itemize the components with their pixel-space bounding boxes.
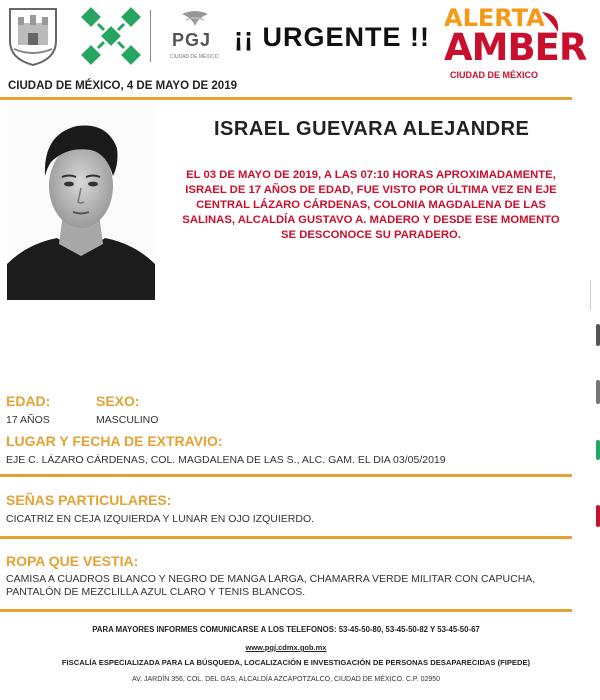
edge-fragment [596, 324, 600, 346]
urgent-heading: ¡¡ URGENTE !! [234, 22, 430, 52]
edge-fragment [596, 505, 600, 527]
disappearance-description: EL 03 DE MAYO DE 2019, A LAS 07:10 HORAS APROXIMADAMENTE, ISRAEL DE 17 AÑOS DE EDAD, FUE VISTO POR ÚLTIMA VEZ EN EJE CENTRAL LÁZARO CÁRDENAS, COLONIA MAGDALENA DE LAS SALINAS, ALCALDÍA GUSTAVO A. MADERO Y DESDE ESE MOMENTO SE DESCONOCE SU PARADERO. [182, 169, 560, 241]
sex-value: MASCULINO [96, 414, 159, 426]
office-address: AV. JARDÍN 356, COL. DEL GAS, ALCALDÍA AZCAPOTZALCO, CIUDAD DE MÉXICO. C.P. 02950 [131, 676, 441, 683]
place-label: LUGAR Y FECHA DE EXTRAVIO: [6, 433, 223, 449]
edge-fragment [596, 440, 600, 460]
age-label: EDAD: [6, 393, 51, 409]
sex-label: SEXO: [96, 393, 140, 409]
website-link[interactable]: www.pgj.cdmx.gob.mx [245, 643, 327, 652]
edge-fragment [596, 380, 600, 404]
amber-line-1: ALERTA [444, 4, 545, 32]
edge-fragment [590, 280, 600, 310]
amber-line-3: CIUDAD DE MÉXICO [450, 70, 539, 80]
cdmx-coat-of-arms-icon [6, 5, 60, 67]
missing-person-photo [7, 104, 155, 300]
clothes-label: ROPA QUE VESTIA: [6, 553, 139, 569]
date-line: CIUDAD DE MÉXICO, 4 DE MAYO DE 2019 [8, 80, 237, 92]
cdmx-logo-icon [80, 6, 142, 66]
person-name: ISRAEL GUEVARA ALEJANDRE [214, 118, 530, 140]
age-value: 17 AÑOS [6, 414, 50, 426]
header-rule [0, 97, 572, 100]
place-value: EJE C. LÁZARO CÁRDENAS, COL. MAGDALENA DE LAS S., ALC. GAM. EL DIA 03/05/2019 [6, 454, 446, 466]
contact-phones: PARA MAYORES INFORMES COMUNICARSE A LOS TELEFONOS: 53-45-50-80, 53-45-50-82 Y 53-45-50-67 [92, 625, 480, 634]
pgj-label: PGJ [172, 30, 212, 50]
person-portrait-image [7, 104, 155, 300]
section-rule-1 [0, 474, 572, 477]
alerta-amber-logo [444, 4, 594, 82]
amber-line-2: AMBER [444, 26, 587, 69]
section-rule-2 [0, 536, 572, 539]
header [0, 0, 600, 88]
section-rule-3 [0, 609, 572, 612]
office-name: FISCALÍA ESPECIALIZADA PARA LA BÚSQUEDA, LOCALIZACIÓN E INVESTIGACIÓN DE PERSONAS DESAPARECIDAS (FIPEDE) [61, 658, 531, 667]
pgj-sublabel: CIUDAD DE MÉXICO [170, 54, 219, 60]
header-divider [150, 10, 151, 62]
clothes-value: CAMISA A CUADROS BLANCO Y NEGRO DE MANGA LARGA, CHAMARRA VERDE MILITAR CON CAPUCHA, PANTALÓN DE MEZCLILLA AZUL CLARO Y TENIS BLANCOS. [6, 573, 536, 598]
marks-label: SEÑAS PARTICULARES: [6, 492, 172, 508]
marks-value: CICATRIZ EN CEJA IZQUIERDA Y LUNAR EN OJO IZQUIERDO. [6, 513, 315, 525]
